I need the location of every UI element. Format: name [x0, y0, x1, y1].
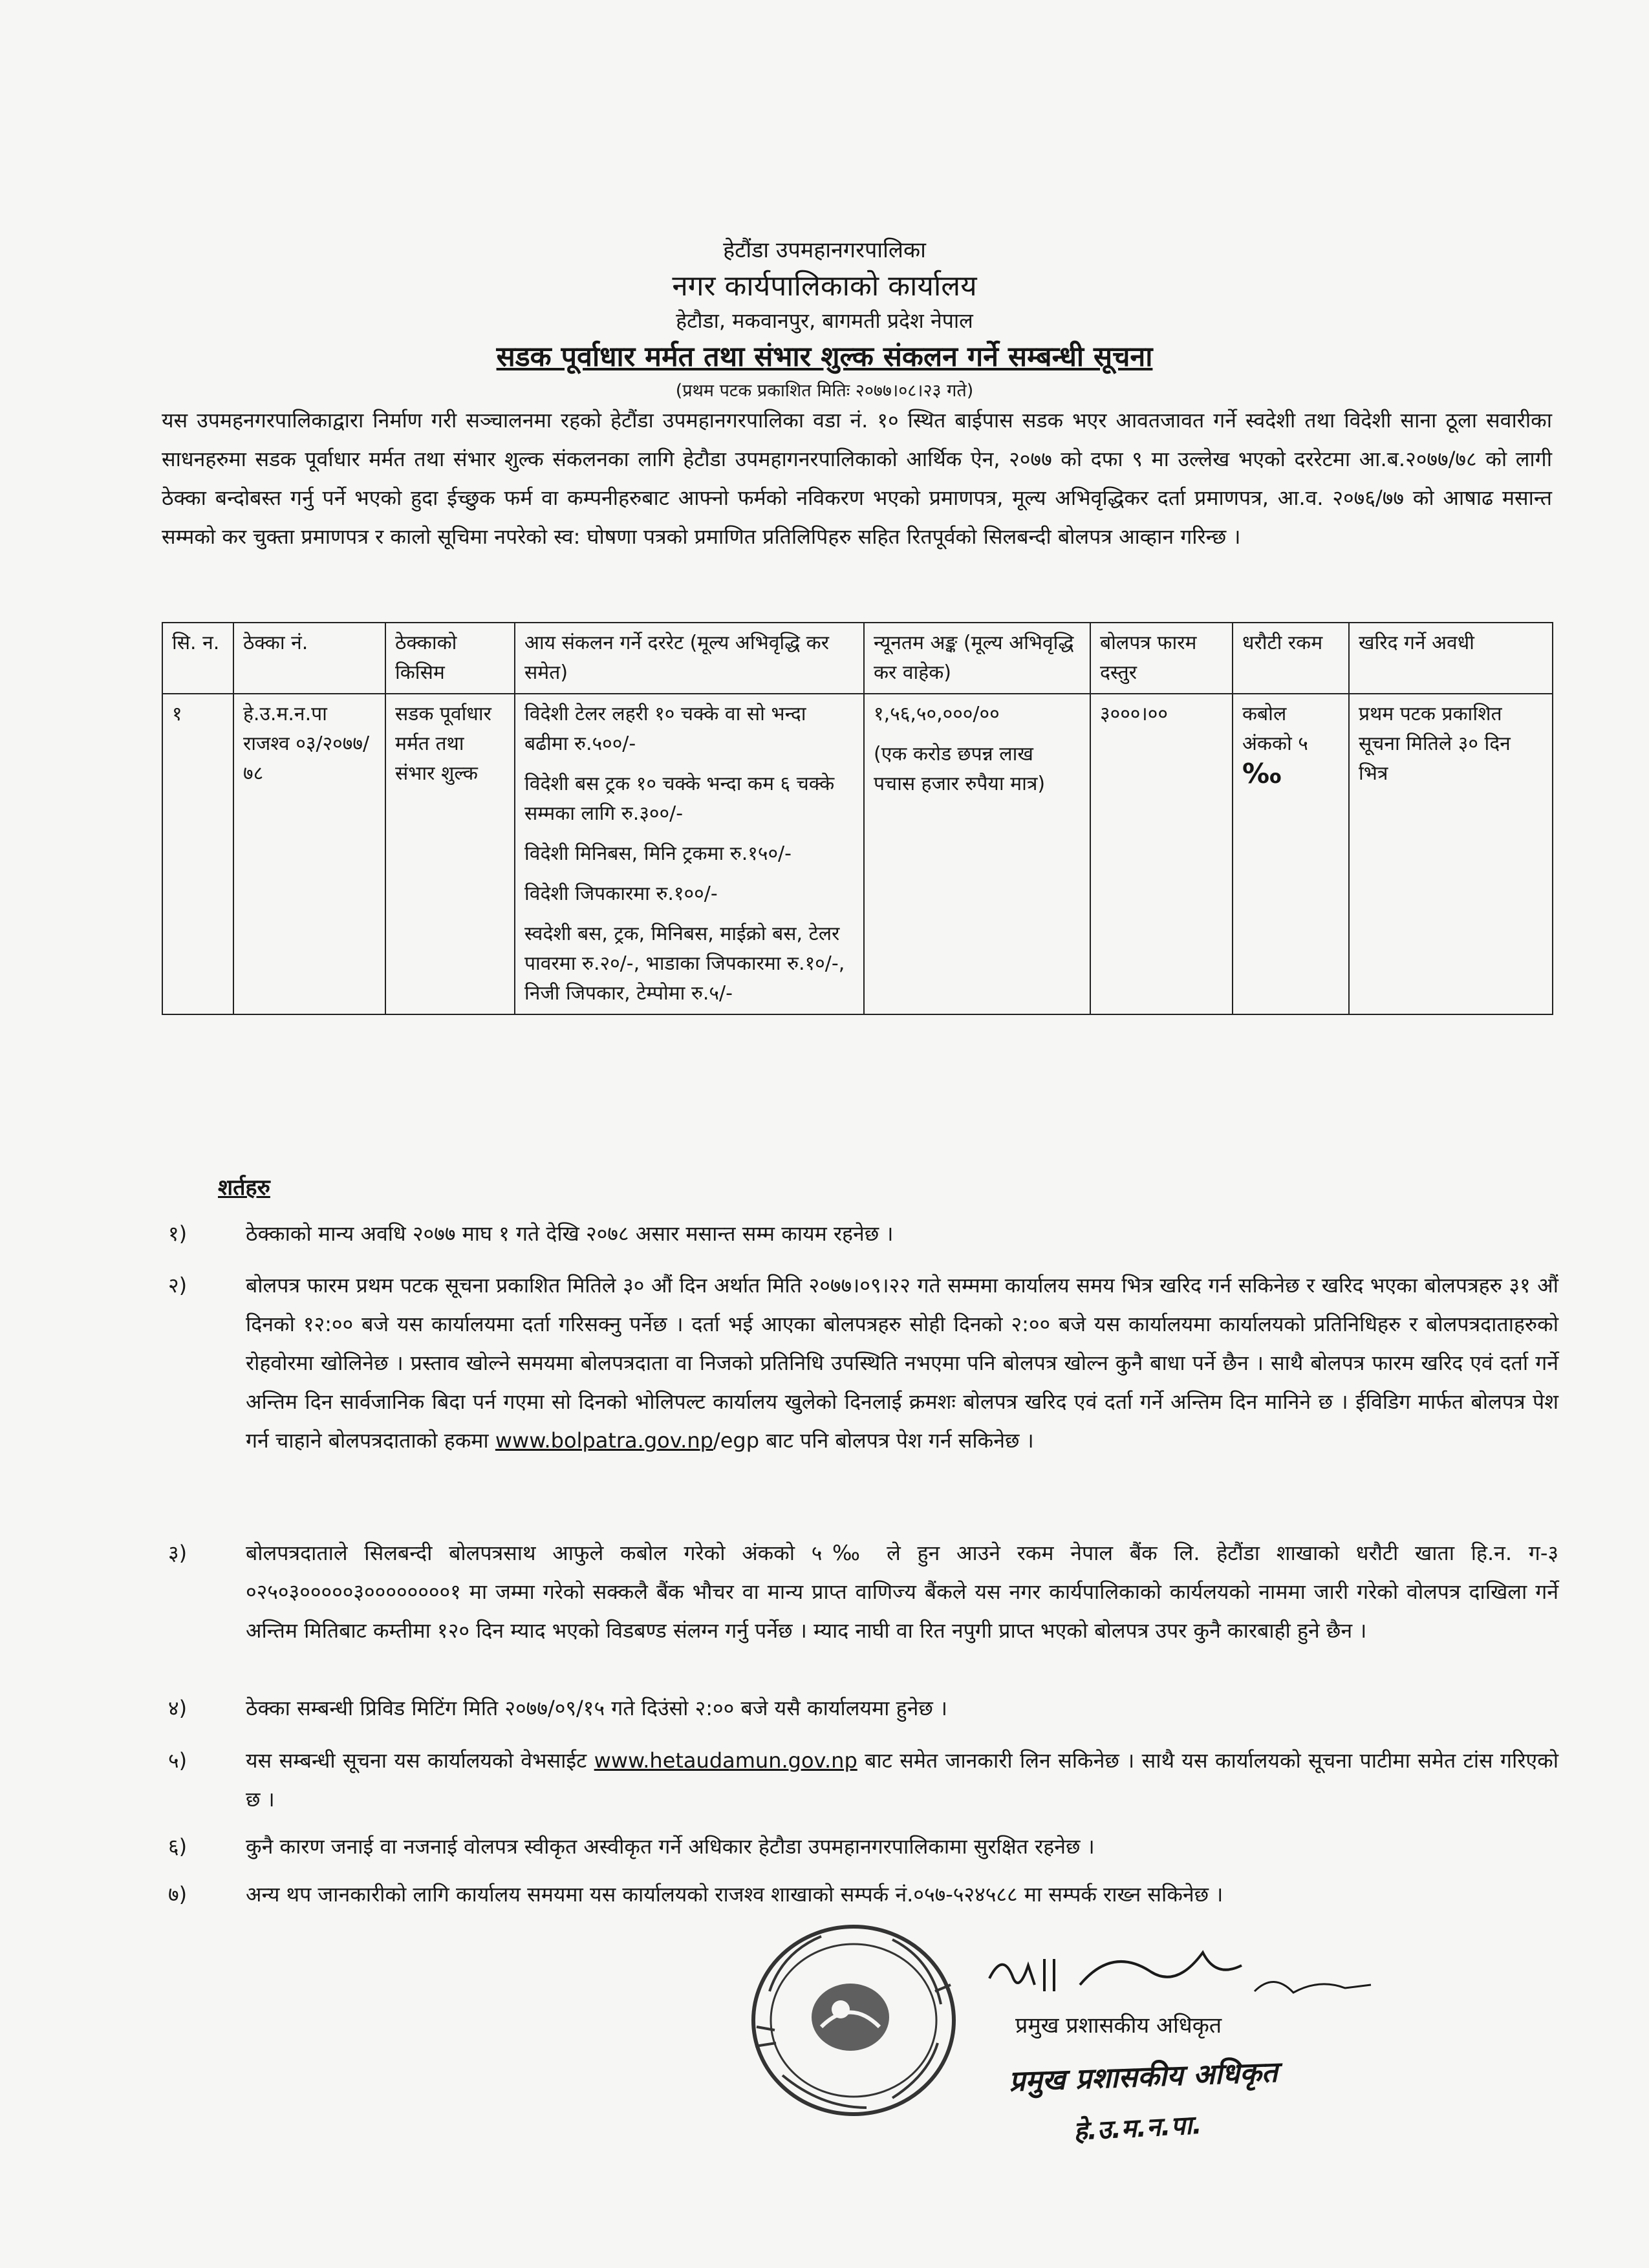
conditions-heading: शर्तहरु — [218, 1175, 270, 1201]
condition-text: कुनै कारण जनाई वा नजनाई वोलपत्र स्वीकृत अस्वीकृत गर्ने अधिकार हेटौडा उपमहानगरपालिकामा सुरक्षित रहनेछ । — [246, 1834, 1095, 1859]
header-type: ठेक्काको किसिम — [385, 623, 515, 694]
cell-min-amount — [864, 694, 1090, 1014]
header-deposit: धरौटी रकम — [1233, 623, 1349, 694]
condition-number: ३) — [168, 1541, 188, 1565]
cell-sn: १ — [162, 694, 233, 1014]
header-purchase-period: खरिद गर्ने अवधी — [1349, 623, 1553, 694]
rate-line: विदेशी मिनिबस, मिनि ट्रकमा रु.१५०/- — [524, 842, 792, 865]
cell-form-fee: ३०००।०० — [1090, 694, 1233, 1014]
signatory-title: प्रमुख प्रशासकीय अधिकृत — [1015, 2013, 1222, 2038]
condition-text: अन्य थप जानकारीको लागि कार्यालय समयमा यस कार्यालयको राजश्व शाखाको सम्पर्क नं.०५७-५२४५८८ मा सम्पर्क राख्न सकिनेछ । — [246, 1882, 1223, 1907]
condition-text: ठेक्का सम्बन्धी प्रिविड मिटिंग मिति २०७७/०९/१५ गते दिउंसो २:०० बजे यसै कार्यालयमा हुनेछ । — [246, 1696, 948, 1720]
cell-rates — [515, 694, 864, 1014]
condition-number: २) — [168, 1273, 188, 1298]
cell-contract-no: हे.उ.म.न.पा राजश्व ०३/२०७७/ ७८ — [233, 694, 385, 1014]
publish-date: (प्रथम पटक प्रकाशित मितिः २०७७।०८।२३ गते) — [675, 381, 974, 401]
condition-number: ४) — [168, 1696, 188, 1720]
header-rate: आय संकलन गर्ने दररेट (मूल्य अभिवृद्धि कर समेत) — [515, 623, 864, 694]
office-stamp — [744, 1914, 964, 2127]
condition-number: ५) — [168, 1748, 188, 1773]
cell-type: सडक पूर्वाधार मर्मत तथा संभार शुल्क — [385, 694, 515, 1014]
header-min-amount: न्यूनतम अङ्क (मूल्य अभिवृद्धि कर वाहेक) — [864, 623, 1090, 694]
condition-number: १) — [168, 1221, 188, 1246]
condition-number: ६) — [168, 1834, 188, 1859]
notice-title: सडक पूर्वाधार मर्मत तथा संभार शुल्क संकलन गर्ने सम्बन्धी सूचना — [496, 341, 1153, 373]
condition-text-block — [246, 1741, 1558, 1819]
rate-line: स्वदेशी बस, ट्रक, मिनिबस, माईक्रो बस, टेलर पावरमा रु.२०/-, भाडाका जिपकारमा रु.१०/-, निजी जिपकार, टेम्पोमा रु.५/- — [524, 923, 845, 1005]
header-sn: सि. न. — [162, 623, 233, 694]
cell-purchase-period: प्रथम पटक प्रकाशित सूचना मितिले ३० दिन भित्र — [1349, 694, 1553, 1014]
hetaudamun-link[interactable]: www.hetaudamun.gov.np — [594, 1748, 857, 1773]
signatory-stamp-title: प्रमुख प्रशासकीय अधिकृत — [1008, 2055, 1278, 2099]
condition-text-after: बाट समेत जानकारी लिन सकिनेछ । साथै यस कार्यालयको सूचना पाटीमा समेत टांस गरिएको छ । — [246, 1748, 1558, 1812]
condition-text-block — [246, 1266, 1558, 1460]
min-amount-value: १,५६,५०,०००/०० — [874, 703, 1000, 725]
condition-text: बोलपत्रदाताले सिलबन्दी बोलपत्रसाथ आफुले कबोल गरेको अंकको ५‰ ले हुन आउने रकम नेपाल बैंक लि. हेटौंडा शाखाको धरौटी खाता हि.न. ग-३ ०२५०३०००००३००००००००१ मा जम्मा गरेको सक्कलै बैंक भौचर वा मान्य प्राप्त वाणिज्य बैंकले यस नगर कार्यपालिकाको कार्यलयको नाममा जारी गरेको वोलपत्र दाखिला गर्ने अन्तिम मितिबाट कम्तीमा १२० दिन म्याद भएको विडबण्ड संलग्न गर्नु पर्नेछ । म्याद नाघी वा रित नपुगी प्राप्त भएको बोलपत्र उपर कुनै कारबाही हुने छैन । — [246, 1541, 1558, 1643]
tender-table — [162, 622, 1553, 1015]
signatory-abbreviation: हे.उ.म.न.पा. — [1073, 2110, 1203, 2147]
org-name: हेटौंडा उपमहानगरपालिका — [723, 237, 926, 263]
condition-text: यस सम्बन्धी सूचना यस कार्यालयको वेभसाईट — [246, 1748, 587, 1773]
header-form-fee: बोलपत्र फारम दस्तुर — [1090, 623, 1233, 694]
table-header-row — [162, 623, 1553, 694]
office-name: नगर कार्यपालिकाको कार्यालय — [672, 270, 977, 303]
cell-deposit — [1233, 694, 1349, 1014]
table-row — [162, 694, 1553, 1014]
deposit-unit: ‰ — [1242, 758, 1282, 789]
bolpatra-link[interactable]: www.bolpatra.gov.np — [495, 1428, 713, 1453]
deposit-text: कबोल अंकको ५ — [1242, 703, 1308, 755]
min-amount-words: (एक करोड छपन्न लाख पचास हजार रुपैया मात्र) — [874, 743, 1046, 795]
header-contract-no: ठेक्का नं. — [233, 623, 385, 694]
handwritten-signature — [983, 1940, 1384, 2011]
condition-number: ७) — [168, 1882, 188, 1907]
rate-line: विदेशी जिपकारमा रु.१००/- — [524, 883, 718, 905]
condition-text-after: /egp बाट पनि बोलपत्र पेश गर्न सकिनेछ । — [713, 1428, 1034, 1453]
condition-text: ठेक्काको मान्य अवधि २०७७ माघ १ गते देखि २०७८ असार मसान्त सम्म कायम रहनेछ । — [246, 1221, 894, 1246]
intro-paragraph: यस उपमहनगरपालिकाद्वारा निर्माण गरी सञ्चालनमा रहको हेटौंडा उपमहानगरपालिका वडा नं. १० स्थित बाईपास सडक भएर आवतजावत गर्ने स्वदेशी तथा विदेशी साना ठूला सवारीका साधनहरुमा सडक पूर्वाधार मर्मत तथा संभार शुल्क संकलनका लागि हेटौडा उपमहागनरपालिकाको आर्थिक ऐन, २०७७ को दफा ९ मा उल्लेख भएको दररेटमा आ.ब.२०७७/७८ को लागी ठेक्का बन्दोबस्त गर्नु पर्ने भएको हुदा ईच्छुक फर्म वा कम्पनीहरुबाट आफ्नो फर्मको नविकरण भएको प्रमाणपत्र, मूल्य अभिवृद्धिकर दर्ता प्रमाणपत्र, आ.व. २०७६/७७ को आषाढ मसान्त सम्मको कर चुक्ता प्रमाणपत्र र कालो सूचिमा नपरेको स्व: घोषणा पत्रको प्रमाणित प्रतिलिपिहरु सहित रितपूर्वको सिलबन्दी बोलपत्र आव्हान गरिन्छ । — [162, 408, 1552, 549]
office-address: हेटौडा, मकवानपुर, बागमती प्रदेश नेपाल — [676, 308, 973, 333]
rate-line: विदेशी बस ट्रक १० चक्के भन्दा कम ६ चक्के सम्मका लागि रु.३००/- — [524, 773, 835, 825]
rate-line: विदेशी टेलर लहरी १० चक्के वा सो भन्दा बढीमा रु.५००/- — [524, 703, 806, 755]
condition-text: बोलपत्र फारम प्रथम पटक सूचना प्रकाशित मितिले ३० औं दिन अर्थात मिति २०७७।०९।२२ गते सम्ममा कार्यालय समय भित्र खरिद गर्न सकिनेछ र खरिद भएका बोलपत्रहरु ३१ औं दिनको १२:०० बजे यस कार्यालयमा दर्ता गरिसक्नु पर्नेछ । दर्ता भई आएका बोलपत्रहरु सोही दिनको २:०० बजे यस कार्यालयमा कार्यालयको प्रतिनिधिहरु र बोलपत्रदाताहरुको रोहवोरमा खोलिनेछ । प्रस्ताव खोल्ने समयमा बोलपत्रदाता वा निजको प्रतिनिधि उपस्थिति नभएमा पनि बोलपत्र खोल्न कुनै बाधा पर्ने छैन । साथै बोलपत्र फारम खरिद एवं दर्ता गर्ने अन्तिम दिन सार्वजानिक बिदा पर्न गएमा सो दिनको भोलिपल्ट कार्यालय खुलेको दिनलाई क्रमशः बोलपत्र खरिद एवं दर्ता गर्ने अन्तिम दिन मानिने छ । ईविडिग मार्फत बोलपत्र पेश गर्न चाहाने बोलपत्रदाताको हकमा — [246, 1273, 1558, 1453]
